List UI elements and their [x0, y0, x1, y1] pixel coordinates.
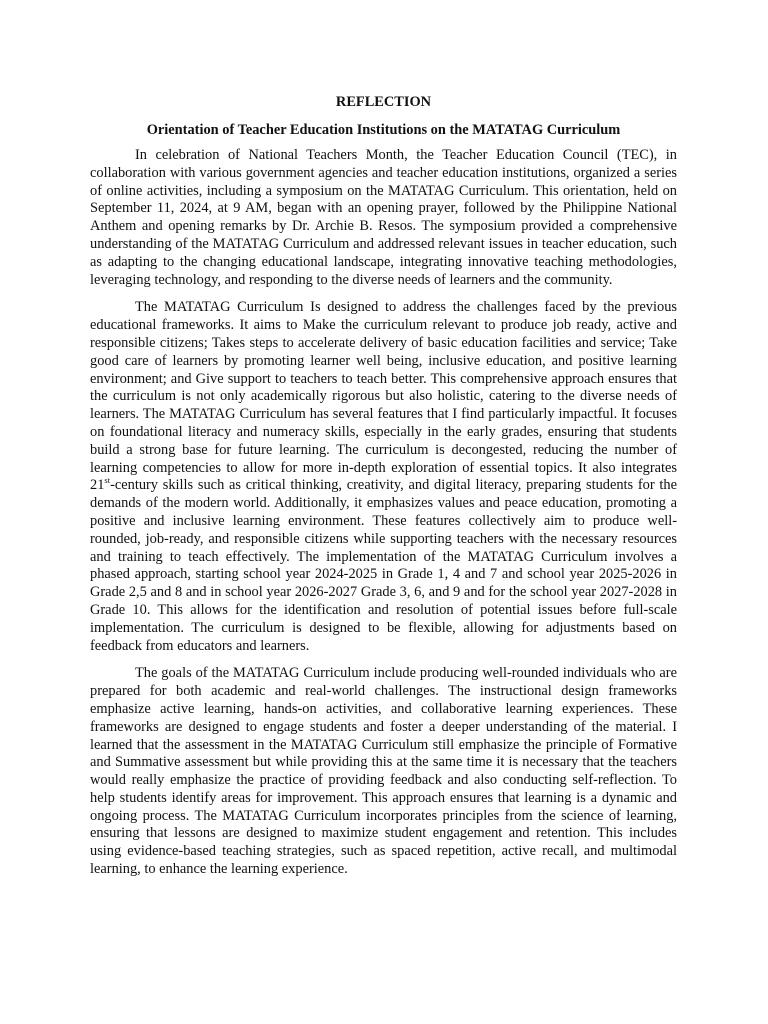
- paragraph-goals: The goals of the MATATAG Curriculum include producing well-rounded individuals who are prepared for both academic and real-world challenges. The instructional design frameworks emphasize active learning, hands-on activities, and collaborative learning experiences. These frameworks are designed to engage students and foster a deeper understanding of the material. I learned that the assessment in the MATATAG Curriculum still emphasize the principle of Formative and Summative assessment but while providing this at the same time it is necessary that the teachers would really emphasize the practice of providing feedback and also conducting self-reflection. To help students identify areas for improvement. This approach ensures that learning is a dynamic and ongoing process. The MATATAG Curriculum incorporates principles from the science of learning, ensuring that lessons are designed to maximize student engagement and retention. This includes using evidence-based teaching strategies, such as spaced repetition, active recall, and multimodal learning, to enhance the learning experience.: [90, 665, 677, 878]
- paragraph-curriculum-features-part2: -century skills such as critical thinking, creativity, and digital literacy, preparing students for the demands of the modern world. Additionally, it emphasizes values and peace education, promoting a positive and inclusive learning environment. These features collectively aim to produce well-rounded, job-ready, and responsible citizens while supporting teachers with the necessary resources and training to teach effectively. The implementation of the MATATAG Curriculum involves a phased approach, starting school year 2024-2025 in Grade 1, 4 and 7 and school year 2025-2026 in Grade 2,5 and 8 and in school year 2026-2027 Grade 3, 6, and 9 and for the school year 2027-2028 in Grade 10. This allows for the identification and resolution of potential issues before full-scale implementation. The curriculum is designed to be flexible, allowing for adjustments based on feedback from educators and learners.: [90, 477, 677, 654]
- paragraph-curriculum-features: [90, 299, 677, 655]
- paragraph-curriculum-features-part1: The MATATAG Curriculum Is designed to address the challenges faced by the previous educational frameworks. It aims to Make the curriculum relevant to produce job ready, active and responsible citizens; Takes steps to accelerate delivery of basic education facilities and service; Take good care of learners by promoting learner well being, inclusive education, and positive learning environment; and Give support to teachers to teach better. This comprehensive approach ensures that the curriculum is not only academically rigorous but also holistic, catering to the diverse needs of learners. The MATATAG Curriculum has several features that I find particularly impactful. It focuses on foundational literacy and numeracy skills, especially in the early grades, ensuring that students build a strong base for future learning. The curriculum is decongested, reducing the number of learning competencies to allow for more in-depth exploration of essential topics. It also integrates 21: [90, 299, 677, 494]
- superscript-st: st: [104, 475, 111, 486]
- document-subtitle: Orientation of Teacher Education Institutions on the MATATAG Curriculum: [146, 122, 621, 138]
- paragraph-intro: In celebration of National Teachers Month, the Teacher Education Council (TEC), in collaboration with various government agencies and teacher education institutions, organized a series of online activities, including a symposium on the MATATAG Curriculum. This orientation, held on September 11, 2024, at 9 AM, began with an opening prayer, followed by the Philippine National Anthem and opening remarks by Dr. Archie B. Resos. The symposium provided a comprehensive understanding of the MATATAG Curriculum and addressed relevant issues in teacher education, such as adapting to the changing educational landscape, integrating innovative teaching methodologies, leveraging technology, and responding to the diverse needs of learners and the community.: [90, 147, 677, 288]
- document-page: [90, 93, 677, 889]
- document-title: REFLECTION: [335, 94, 432, 110]
